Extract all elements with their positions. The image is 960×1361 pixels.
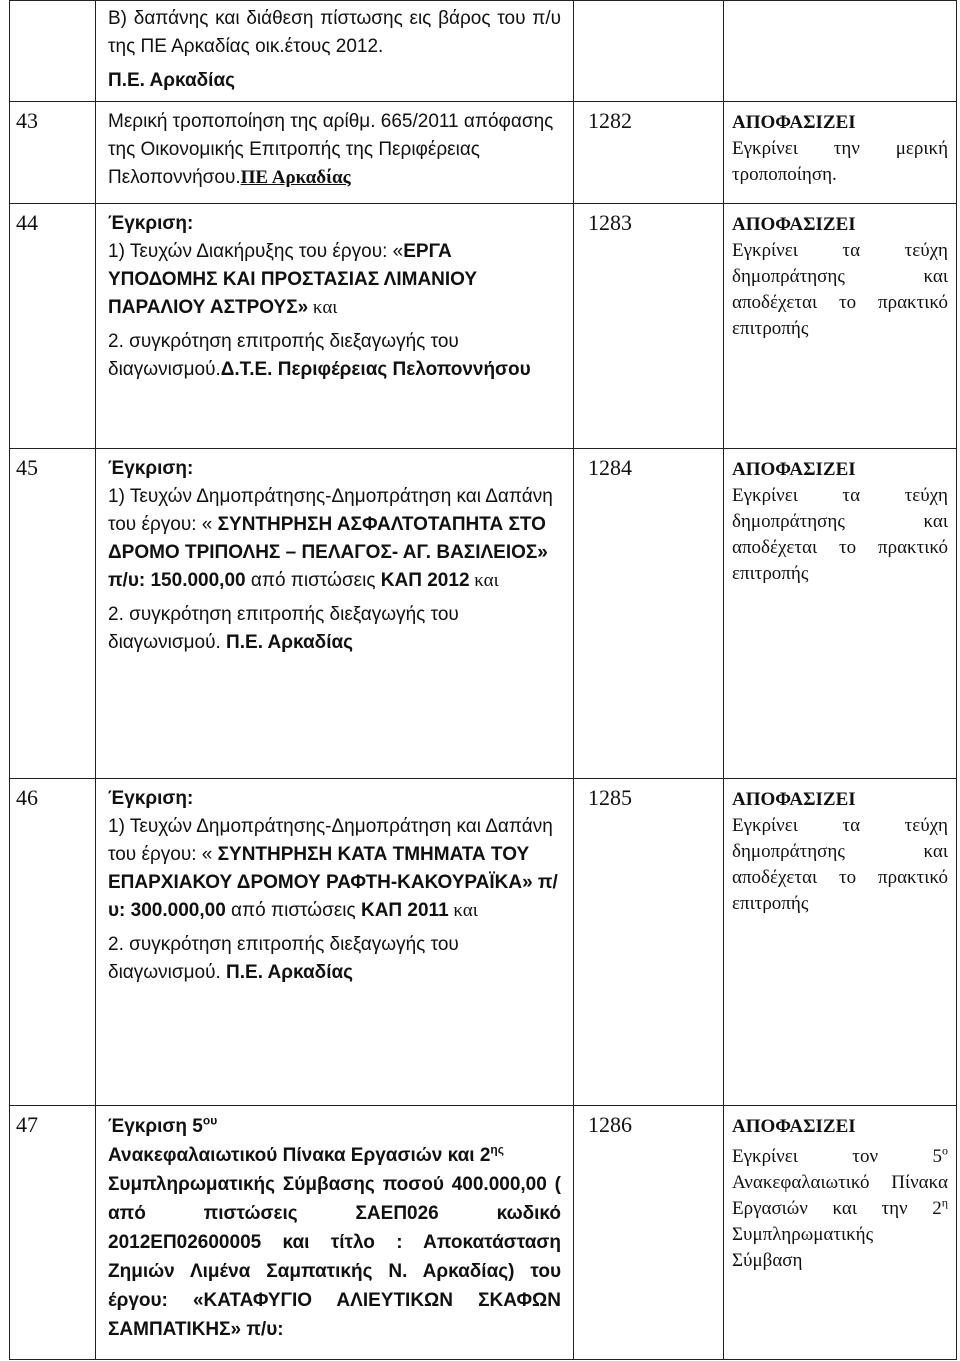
item-part-2-text: 2. συγκρότηση επιτροπής διεξαγωγής του διαγωνισμού. bbox=[108, 604, 459, 653]
resolution-cell bbox=[724, 449, 957, 779]
item-description-cell bbox=[96, 204, 574, 449]
approval-label: Έγκριση: bbox=[108, 213, 194, 234]
resolution-heading: ΑΠΟΦΑΣΙΖΕΙ bbox=[732, 789, 856, 810]
decision-number-cell: 1286 bbox=[574, 1106, 724, 1360]
resolution-cell bbox=[724, 779, 957, 1106]
approval-label: Έγκριση: bbox=[108, 788, 194, 809]
section-subheading: Π.Ε. Αρκαδίας bbox=[108, 70, 236, 91]
table-row bbox=[10, 449, 957, 779]
resolution-cell bbox=[724, 204, 957, 449]
item-description-text: Μερική τροποποίηση της αρίθμ. 665/2011 απόφασης της Οικονομικής Επιτροπής της Περιφέρειας Πελοποννήσου. bbox=[108, 111, 554, 188]
resolution-text: Εγκρίνει την μερική τροποποίηση. bbox=[732, 138, 948, 185]
project-title: ΕΡΓΑ ΥΠΟΔΟΜΗΣ ΚΑΙ ΠΡΟΣΤΑΣΙΑΣ ΛΙΜΑΝΙΟΥ ΠΑΡΑΛΙΟΥ ΑΣΤΡΟΥΣ» bbox=[108, 241, 478, 318]
section-heading: Β) δαπάνης και διάθεση πίστωσης εις βάρος του π/υ της ΠΕ Αρκαδίας οικ.έτους 2012. bbox=[108, 8, 561, 57]
item-part-1-text: 1) Τευχών Διακήρυξης του έργου: « bbox=[108, 241, 404, 262]
approval-label: Έγκριση: bbox=[108, 458, 194, 479]
decision-number-cell: 1284 bbox=[574, 449, 724, 779]
resolution-heading: ΑΠΟΦΑΣΙΖΕΙ bbox=[732, 112, 856, 133]
committee-region: Αρκαδίας bbox=[262, 632, 354, 653]
item-part-1-text: 1) Τευχών Δημοπράτησης-Δημοπράτηση και Δαπάνη του έργου: « bbox=[108, 816, 553, 865]
committee-code: Π.Ε. bbox=[220, 962, 263, 983]
resolution-heading: ΑΠΟΦΑΣΙΖΕΙ bbox=[732, 214, 856, 235]
resolution-heading: ΑΠΟΦΑΣΙΖΕΙ bbox=[732, 459, 856, 480]
approval-label: Έγκριση 5 bbox=[108, 1116, 203, 1137]
resolution-text: Συμπληρωματικής Σύμβαση bbox=[732, 1224, 874, 1271]
resolution-heading: ΑΠΟΦΑΣΙΖΕΙ bbox=[732, 1116, 856, 1137]
table-row bbox=[10, 1106, 957, 1360]
resolution-text: Ανακεφαλαιωτικό Πίνακα Εργασιών και την 2 bbox=[732, 1172, 948, 1219]
item-description-cell bbox=[96, 779, 574, 1106]
item-description-cell bbox=[96, 1, 574, 102]
item-number-cell bbox=[10, 1, 96, 102]
table-row bbox=[10, 779, 957, 1106]
resolution-cell bbox=[724, 1106, 957, 1360]
ordinal-suffix: ου bbox=[202, 1113, 218, 1128]
item-number-cell: 47 bbox=[10, 1106, 96, 1360]
item-description-cell bbox=[96, 102, 574, 204]
item-part-2-text: Συμπληρωματικής Σύμβασης ποσού 400.000,00 ( από πιστώσεις ΣΑΕΠ026 κωδικό 2012ΕΠ02600005 και τίτλο : Αποκατάσταση Ζημιών Λιμένα Σαμπατικής Ν. Αρκαδίας) του έργου: «ΚΑΤΑΦΥΓΙΟ ΑΛΙΕΥΤΙΚΩΝ ΣΚΑΦΩΝ ΣΑΜΠΑΤΙΚΗΣ» π/υ: bbox=[108, 1174, 561, 1340]
item-description-cell bbox=[96, 1106, 574, 1360]
ordinal-suffix: ο bbox=[942, 1143, 948, 1158]
decision-number-cell: 1282 bbox=[574, 102, 724, 204]
item-part-1-tail: και bbox=[308, 297, 338, 318]
item-number-cell: 45 bbox=[10, 449, 96, 779]
funding-text: από πιστώσεις bbox=[225, 900, 361, 921]
resolution-text: Εγκρίνει τα τεύχη δημοπράτησης και αποδέχεται το πρακτικό επιτροπής bbox=[732, 815, 948, 914]
item-part-1-tail: και bbox=[448, 900, 478, 921]
decisions-table bbox=[9, 0, 957, 1360]
table-row bbox=[10, 1, 957, 102]
decision-number-cell bbox=[574, 1, 724, 102]
item-part-1-text: 1) Τευχών Δημοπράτησης-Δημοπράτηση και Δαπάνη του έργου: « bbox=[108, 486, 553, 535]
table-row bbox=[10, 102, 957, 204]
resolution-text: Εγκρίνει τα τεύχη δημοπράτησης και αποδέχεται το πρακτικό επιτροπής bbox=[732, 240, 948, 339]
funding-text: από πιστώσεις bbox=[245, 570, 381, 591]
item-number-cell: 43 bbox=[10, 102, 96, 204]
project-title: ΣΥΝΤΗΡΗΣΗ ΑΣΦΑΛΤΟΤΑΠΗΤΑ ΣΤΟ ΔΡΟΜΟ ΤΡΙΠΟΛΗΣ – ΠΕΛΑΓΟΣ- ΑΓ. ΒΑΣΙΛΕΙΟΣ» π/υ: 150.000,00 bbox=[108, 514, 548, 591]
item-part-1-tail: και bbox=[469, 570, 499, 591]
project-title: ΣΥΝΤΗΡΗΣΗ ΚΑΤΑ ΤΜΗΜΑΤΑ ΤΟΥ ΕΠΑΡΧΙΑΚΟΥ ΔΡΟΜΟΥ ΡΑΦΤΗ-ΚΑΚΟΥΡΑΪΚΑ» π/υ: 300.000,00 bbox=[108, 844, 558, 921]
table-row bbox=[10, 204, 957, 449]
ordinal-suffix: ης bbox=[490, 1142, 504, 1157]
item-region-label: ΠΕ Αρκαδίας bbox=[240, 167, 351, 188]
ordinal-suffix: η bbox=[941, 1195, 948, 1210]
item-number-cell: 44 bbox=[10, 204, 96, 449]
committee-region: Περιφέρειας Πελοποννήσου bbox=[272, 359, 531, 380]
funding-source: ΚΑΠ 2012 bbox=[380, 570, 470, 591]
committee-code: Π.Ε. bbox=[220, 632, 263, 653]
committee-region: Αρκαδίας bbox=[262, 962, 354, 983]
committee-code: Δ.Τ.Ε. bbox=[220, 359, 273, 380]
funding-source: ΚΑΠ 2011 bbox=[360, 900, 449, 921]
item-number-cell: 46 bbox=[10, 779, 96, 1106]
resolution-cell bbox=[724, 102, 957, 204]
item-description-cell bbox=[96, 449, 574, 779]
decision-number-cell: 1283 bbox=[574, 204, 724, 449]
item-part-2-text: 2. συγκρότηση επιτροπής διεξαγωγής του διαγωνισμού. bbox=[108, 331, 459, 380]
resolution-text: Εγκρίνει τα τεύχη δημοπράτησης και αποδέχεται το πρακτικό επιτροπής bbox=[732, 485, 948, 584]
resolution-text: Εγκρίνει τον 5 bbox=[732, 1146, 942, 1167]
decision-number-cell: 1285 bbox=[574, 779, 724, 1106]
item-part-2-text: 2. συγκρότηση επιτροπής διεξαγωγής του διαγωνισμού. bbox=[108, 934, 459, 983]
item-part-1-text: Ανακεφαλαιωτικού Πίνακα Εργασιών και 2 bbox=[108, 1145, 491, 1166]
resolution-cell bbox=[724, 1, 957, 102]
